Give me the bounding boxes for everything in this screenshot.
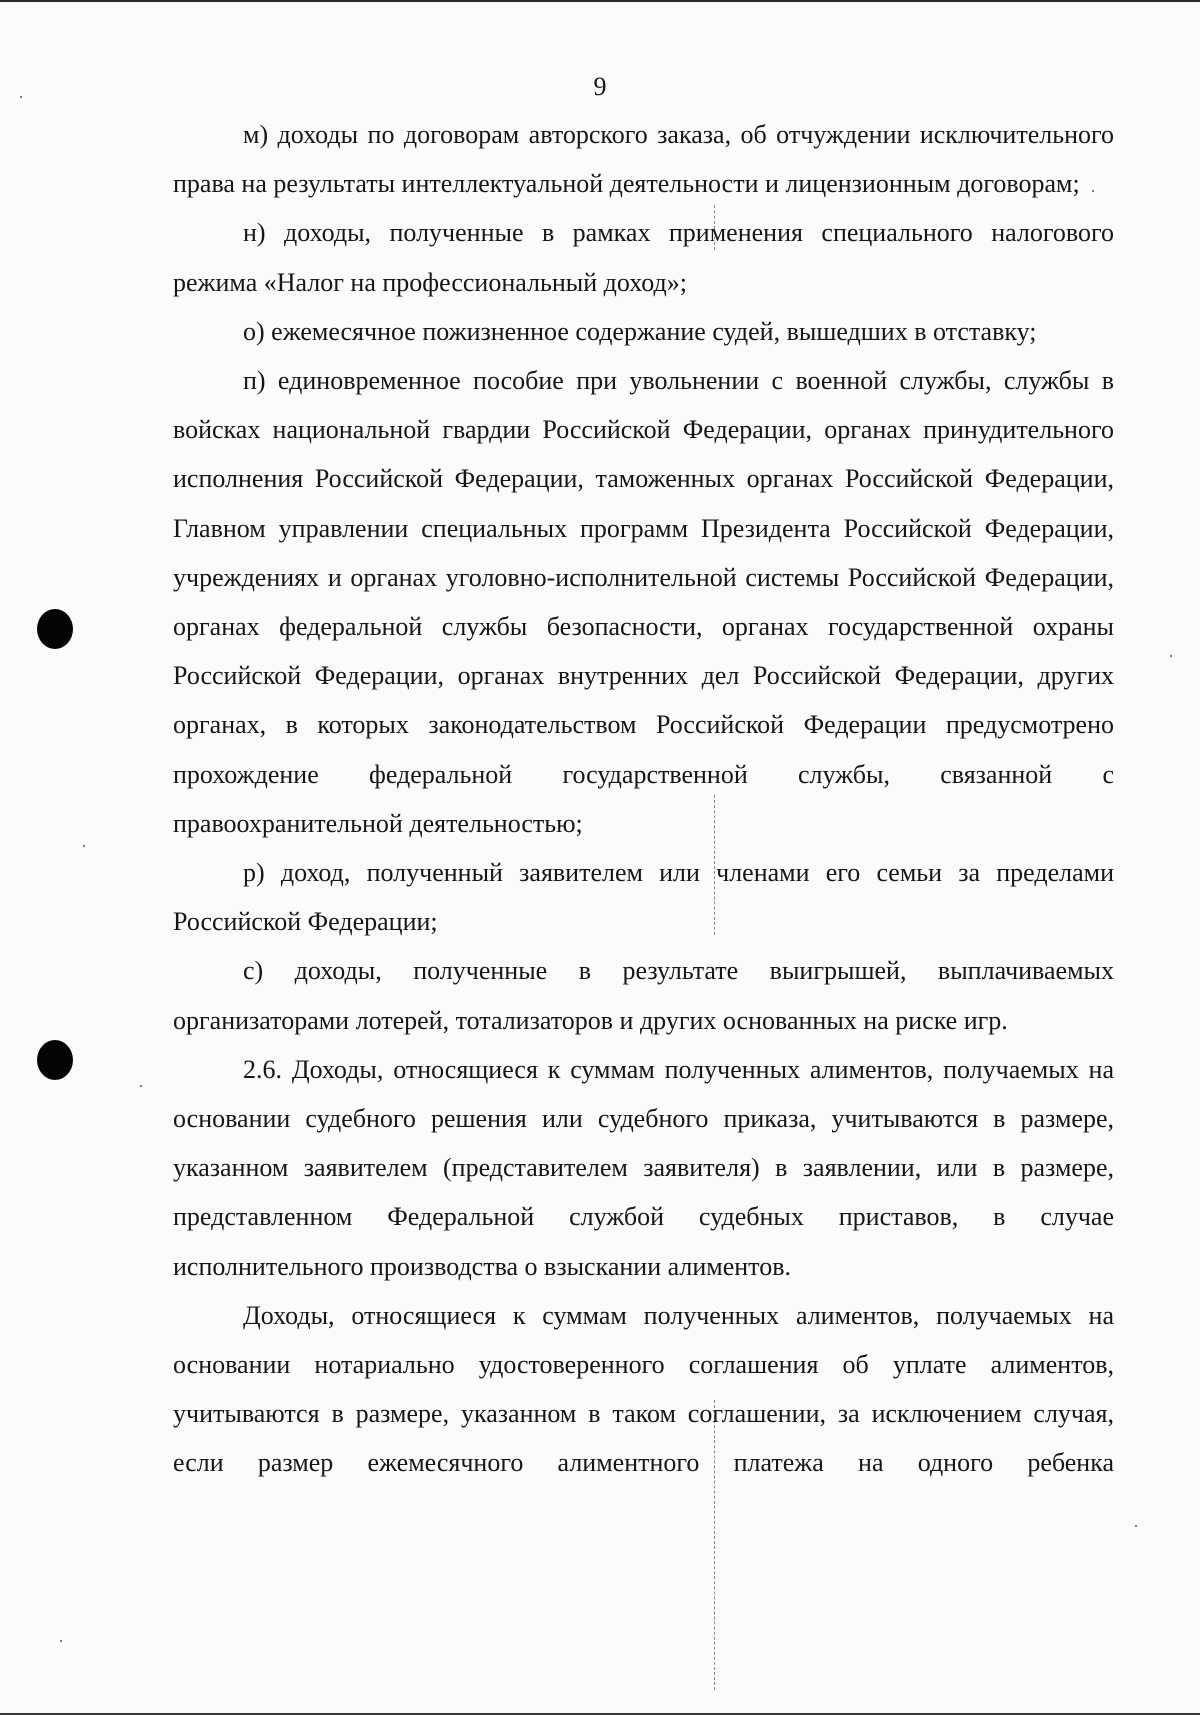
paragraph-p: п) единовременное пособие при увольнении с военной службы, службы в войсках национальной гвардии Российской Федерации, органах принудительного исполнения Российской Федерации, таможенных органах Российской Федерации, Главном управлении специальных программ Президента Российской Федерации, учреждениях и органах уголовно-исполнительной системы Российской Федерации, органах федеральной службы безопасности, органах государственной охраны Российской Федерации, органах внутренних дел Российской Федерации, других органах, в которых законодательством Российской Федерации предусмотрено прохождение федеральной государственной службы, связанной с правоохранительной деятельностью; bbox=[173, 366, 1114, 838]
paragraph-r: р) доход, полученный заявителем или членами его семьи за пределами Российской Федерации; bbox=[173, 858, 1114, 937]
punch-hole-mark bbox=[37, 1040, 73, 1080]
punch-hole-mark bbox=[37, 609, 73, 649]
scan-speck bbox=[1135, 1525, 1137, 1527]
paragraph-2-6-continued: Доходы, относящиеся к суммам полученных алиментов, получаемых на основании нотариально удостоверенного соглашения об уплате алиментов, учитываются в размере, указанном в таком соглашении, за исключением случая, если размер ежемесячного алиментного платежа на одного ребенка bbox=[173, 1300, 1114, 1478]
scan-speck bbox=[83, 845, 85, 847]
scan-speck bbox=[60, 1640, 62, 1642]
page-number: 9 bbox=[593, 72, 607, 101]
scan-speck bbox=[1170, 655, 1172, 657]
paragraph-2-6: 2.6. Доходы, относящиеся к суммам полученных алиментов, получаемых на основании судебного решения или судебного приказа, учитываются в размере, указанном заявителем (представителем заявителя) в заявлении, или в размере, представленном Федеральной службой судебных приставов, в случае исполнительного производства о взыскании алиментов. bbox=[173, 1054, 1114, 1281]
scan-speck bbox=[20, 96, 22, 98]
paragraph-s: с) доходы, полученные в результате выигрышей, выплачиваемых организаторами лотерей, тотализаторов и других основанных на риске игр. bbox=[173, 956, 1114, 1035]
top-edge-line bbox=[0, 0, 1200, 2]
scan-speck bbox=[140, 1085, 142, 1087]
paragraph-o: о) ежемесячное пожизненное содержание судей, вышедших в отставку; bbox=[243, 316, 1037, 346]
paragraph-n: н) доходы, полученные в рамках применения специального налогового режима «Налог на профессиональный доход»; bbox=[173, 218, 1114, 297]
document-body bbox=[173, 110, 1114, 1488]
paragraph-m: м) доходы по договорам авторского заказа, об отчуждении исключительного права на результаты интеллектуальной деятельности и лицензионным договорам; bbox=[173, 120, 1114, 199]
